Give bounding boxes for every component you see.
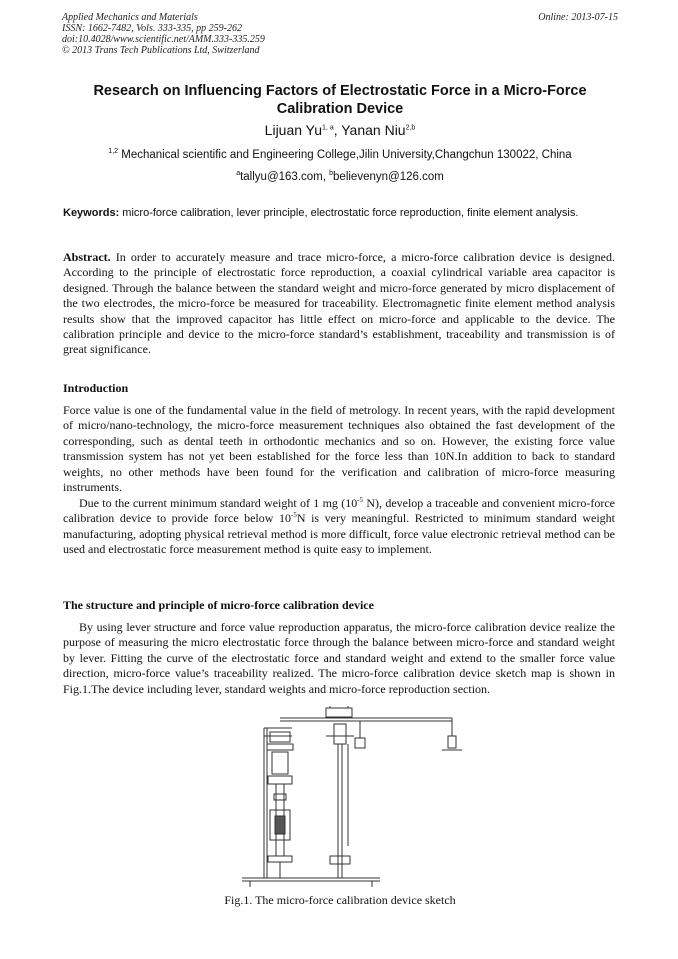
- fulcrum-stand: [326, 724, 354, 878]
- affiliation: [60, 149, 620, 161]
- abstract-text: In order to accurately measure and trace micro-force, a micro-force calibration device is designed. According to the principle of electrostatic force reproduction, a coaxial cylindrical variable area capacitor is designed. Through the balance between the standard weight and micro-force generated by micro displacement of the two electrodes, the micro-force be measured for traceability. Electromagnetic finite element method analysis results show that the improved capacitor has little effect on micro-force and applicable to the device. The calibration principle and device to the micro-force standard’s establishment, traceability and transmission is of great significance.: [63, 250, 615, 357]
- standard-weight: [355, 721, 365, 748]
- intro-paragraph-2: [63, 496, 615, 558]
- capacitor-assembly: [267, 732, 293, 878]
- author-emails: [60, 171, 620, 183]
- abstract-label: Abstract.: [63, 250, 111, 264]
- base-plate: [242, 878, 380, 887]
- intro-p2-sup-1: -5: [357, 496, 364, 504]
- email-a-sup: a: [236, 170, 241, 178]
- structure-heading: The structure and principle of micro-force calibration device: [63, 598, 374, 612]
- author-2-sup: 2,b: [405, 124, 416, 132]
- author-1-name: Lijuan Yu: [264, 122, 323, 138]
- email-a[interactable]: tallyu@163.com,: [240, 171, 330, 183]
- email-b-sup: b: [329, 170, 334, 178]
- online-date: Online: 2013-07-15: [538, 12, 618, 23]
- keywords-label: Keywords:: [63, 207, 120, 219]
- journal-name: Applied Mechanics and Materials: [62, 12, 198, 23]
- device-sketch-figure: [230, 706, 480, 889]
- intro-p2-sup-2: -5: [291, 511, 297, 520]
- author-1-sup: 1, a: [322, 124, 334, 132]
- doi-line[interactable]: doi:10.4028/www.scientific.net/AMM.333-335.259: [62, 34, 265, 45]
- intro-heading: Introduction: [63, 381, 129, 395]
- intro-p2-part-b: N), develop a traceable and convenient micro-force calibration device to provide force below 10: [63, 496, 615, 526]
- affiliation-text: Mechanical scientific and Engineering College,Jilin University,Changchun 130022, China: [121, 149, 572, 161]
- structure-paragraph-1: By using lever structure and force value reproduction apparatus, the micro-force calibration device realize the purpose of measuring the micro electrostatic force through the balance between micro-force and standard weight by lever. Fitting the curve of the electrostatic force and standard weight and extend to the smaller force value direction, micro-force value’s traceability realized. The micro-force calibration device sketch map is shown in Fig.1.The device including lever, standard weights and micro-force reproduction section.: [63, 620, 615, 696]
- keywords-text: micro-force calibration, lever principle, electrostatic force reproduction, finite element analysis.: [119, 207, 579, 219]
- lever-beam: [280, 706, 462, 750]
- keywords: [63, 206, 615, 220]
- copyright-line: © 2013 Trans Tech Publications Ltd, Switzerland: [62, 45, 260, 56]
- author-list: [60, 122, 620, 138]
- affiliation-sup: 1,2: [108, 148, 119, 156]
- issn-line: ISSN: 1662-7482, Vols. 333-335, pp 259-262: [62, 23, 242, 34]
- intro-p2-part-a: Due to the current minimum standard weight of 1 mg (10: [79, 496, 358, 510]
- figure-caption: Fig.1. The micro-force calibration device sketch: [224, 893, 456, 907]
- author-separator: ,: [333, 122, 342, 138]
- intro-p2-part-c: N is very meaningful. Restricted to minimum standard weight manufacturing, adopting physical retrieval method is more difficult, force value electronic retrieval method can be used and electrostatic force measurement method is quite easy to implement.: [63, 511, 615, 557]
- author-2-name: Yanan Niu: [341, 122, 406, 138]
- journal-header: [62, 12, 618, 56]
- title-line-1: Research on Influencing Factors of Electrostatic Force in a Micro-Force: [93, 83, 587, 99]
- abstract: [63, 250, 615, 358]
- paper-title: [60, 82, 620, 118]
- intro-paragraph-1: Force value is one of the fundamental value in the field of metrology. In recent years, with the rapid development of micro/nano-technology, the micro-force measurement techniques also obtained the fast development of the corresponding, such as dental teeth in orthodontic mechanics and so on. However, the existing force value transmission system has not yet been established for the force less than 10N.In addition to back to standard weights, no other methods have been found for the verification and calibration of micro-force measuring instruments.: [63, 403, 615, 495]
- email-b[interactable]: believenyn@126.com: [333, 171, 444, 183]
- title-line-2: Calibration Device: [276, 101, 404, 117]
